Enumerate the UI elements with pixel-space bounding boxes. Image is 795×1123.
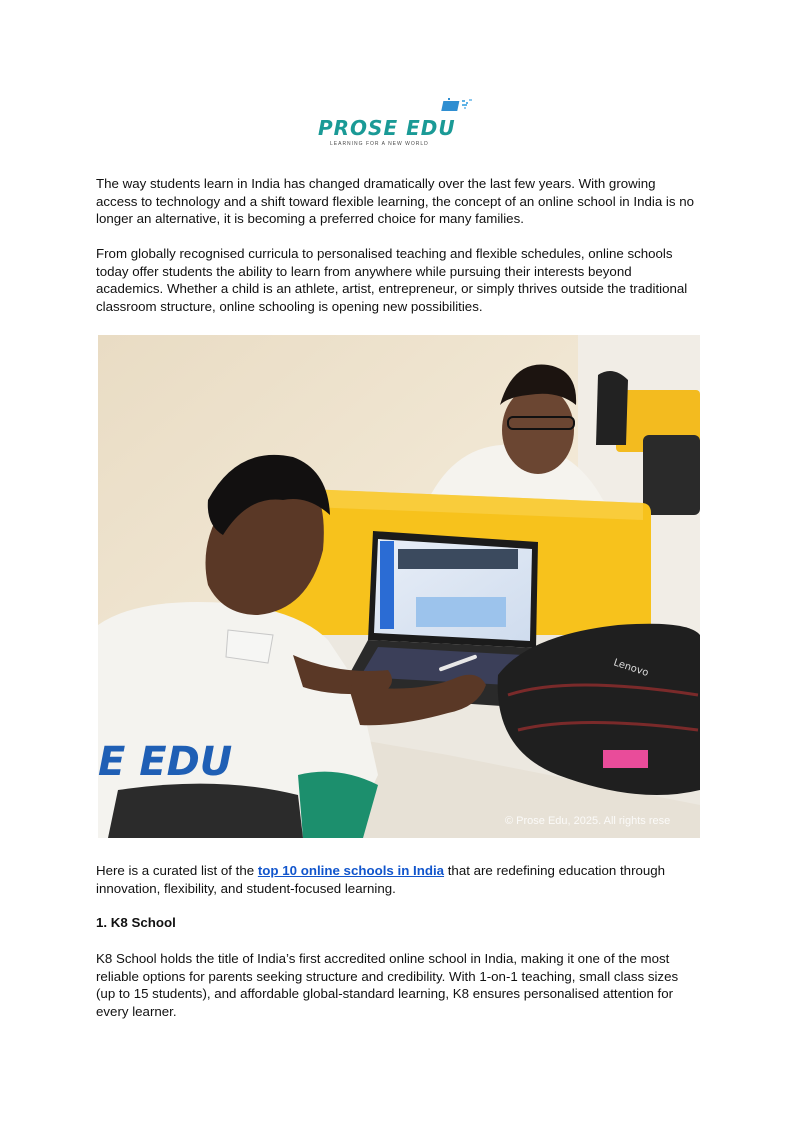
- section-heading-k8-school: 1. K8 School: [96, 915, 176, 930]
- book-logo-icon: [440, 98, 474, 114]
- top-10-online-schools-link[interactable]: top 10 online schools in India: [257, 863, 445, 878]
- list-intro-after: that are redefining education through innovation, flexibility, and student-focused learning.: [96, 863, 666, 896]
- shirt-logo-text: E EDU: [98, 739, 233, 785]
- k8-school-paragraph: K8 School holds the title of India’s first accredited online school in India, making it one of the most reliable options for parents seeking structure and credibility. With 1-on-1 teaching, small class sizes (up to 15 students), and affordable global-standard learning, K8 ensures personalised attention for every learner.: [96, 951, 679, 1019]
- intro-paragraph-2: From globally recognised curricula to personalised teaching and flexible schedules, online schools today offer students the ability to learn from anywhere while pursuing their interests beyond academics. Whether a child is an athlete, artist, entrepreneur, or simply thrives outside the traditional classroom structure, online schooling is opening new possibilities.: [96, 246, 688, 314]
- students-photo: [98, 335, 700, 838]
- bag-brand-text: Lenovo: [612, 657, 650, 679]
- photo-watermark: © Prose Edu, 2025. All rights rese: [505, 815, 671, 827]
- list-intro-before: Here is a curated list of the: [96, 863, 258, 878]
- logo-tagline: LEARNING FOR A NEW WORLD: [330, 141, 429, 147]
- list-intro-paragraph: [96, 862, 700, 897]
- intro-paragraph-1: The way students learn in India has changed dramatically over the last few years. With growing access to technology and a shift toward flexible learning, the concept of an online school in India is no longer an alternative, it is becoming a preferred choice for many families.: [96, 176, 694, 227]
- prose-edu-logo: [318, 98, 478, 152]
- logo-wordmark: PROSE EDU: [318, 116, 456, 140]
